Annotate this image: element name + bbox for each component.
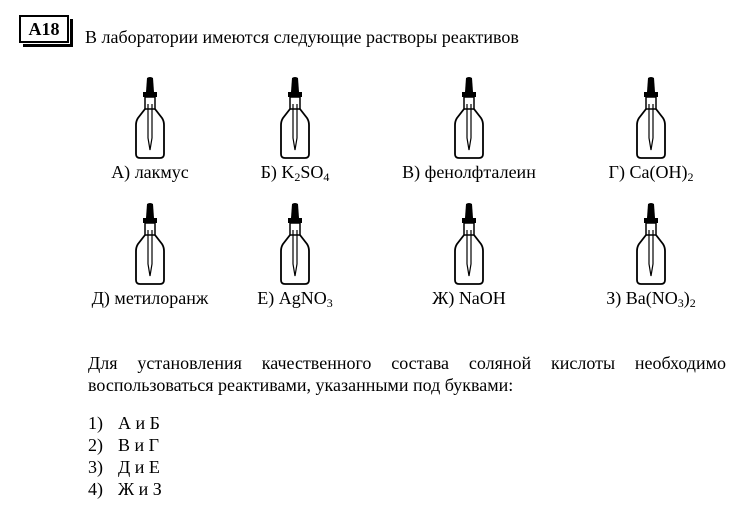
reagent-name-part: фенолфталеин — [424, 162, 536, 182]
option-number: 2) — [88, 435, 103, 455]
reagent-label-g — [566, 162, 736, 183]
option-number: 3) — [88, 457, 103, 477]
reagent-letter: Е) — [257, 288, 279, 308]
reagent-letter: А) — [111, 162, 135, 182]
dropper-bottle-icon — [449, 202, 489, 286]
reagent-label-e — [210, 288, 380, 309]
reagent-subscript: 2 — [294, 170, 301, 184]
reagent-label-v — [384, 162, 554, 183]
dropper-bottle-icon — [449, 76, 489, 160]
answer-option-3[interactable] — [88, 456, 162, 478]
reagent-name-part: Ca(OH) — [629, 162, 688, 182]
reagent-zh — [384, 202, 554, 309]
dropper-bottle-icon — [275, 202, 315, 286]
reagent-g — [566, 76, 736, 183]
dropper-bottle-icon — [130, 76, 170, 160]
reagent-letter: З) — [606, 288, 626, 308]
reagent-name-part: NaOH — [458, 288, 506, 308]
reagent-letter: В) — [402, 162, 425, 182]
answer-options — [88, 412, 162, 500]
reagent-z — [566, 202, 736, 309]
answer-option-1[interactable] — [88, 412, 162, 434]
reagent-letter: Д) — [91, 288, 115, 308]
reagent-name-part: лакмус — [134, 162, 189, 182]
task-number-badge — [19, 15, 69, 43]
reagent-subscript: 2 — [687, 170, 694, 184]
reagent-letter: Б) — [260, 162, 282, 182]
reagent-name-part: K — [281, 162, 295, 182]
reagent-v — [384, 76, 554, 183]
option-text: В и Г — [118, 435, 160, 455]
question-text: Для установления качественного состава соляной кислоты необходимо воспользоваться реактивами, указанными под буквами: — [88, 353, 726, 395]
reagent-label-z — [566, 288, 736, 309]
task-intro: В лаборатории имеются следующие растворы реактивов — [85, 27, 519, 47]
option-text: Ж и З — [118, 479, 162, 499]
option-number: 1) — [88, 413, 103, 433]
option-number: 4) — [88, 479, 103, 499]
option-text: А и Б — [118, 413, 160, 433]
reagent-subscript: 3 — [677, 296, 684, 310]
reagent-name-part: Ba(NO — [625, 288, 678, 308]
reagent-e — [210, 202, 380, 309]
reagent-subscript: 2 — [689, 296, 696, 310]
task-number: A18 — [28, 18, 60, 39]
reagent-name-part: AgNO — [278, 288, 327, 308]
dropper-bottle-icon — [130, 202, 170, 286]
reagent-b — [210, 76, 380, 183]
reagent-name-part: метилоранж — [114, 288, 209, 308]
reagent-subscript: 3 — [326, 296, 333, 310]
reagent-name-part: SO — [300, 162, 324, 182]
dropper-bottle-icon — [275, 76, 315, 160]
reagent-label-zh — [384, 288, 554, 309]
reagent-subscript: 4 — [323, 170, 330, 184]
dropper-bottle-icon — [631, 76, 671, 160]
reagent-name-part: ) — [683, 288, 690, 308]
reagent-letter: Ж) — [432, 288, 459, 308]
answer-option-4[interactable] — [88, 478, 162, 500]
dropper-bottle-icon — [631, 202, 671, 286]
reagent-letter: Г) — [608, 162, 630, 182]
answer-option-2[interactable] — [88, 434, 162, 456]
option-text: Д и Е — [118, 457, 160, 477]
reagent-label-b — [210, 162, 380, 183]
